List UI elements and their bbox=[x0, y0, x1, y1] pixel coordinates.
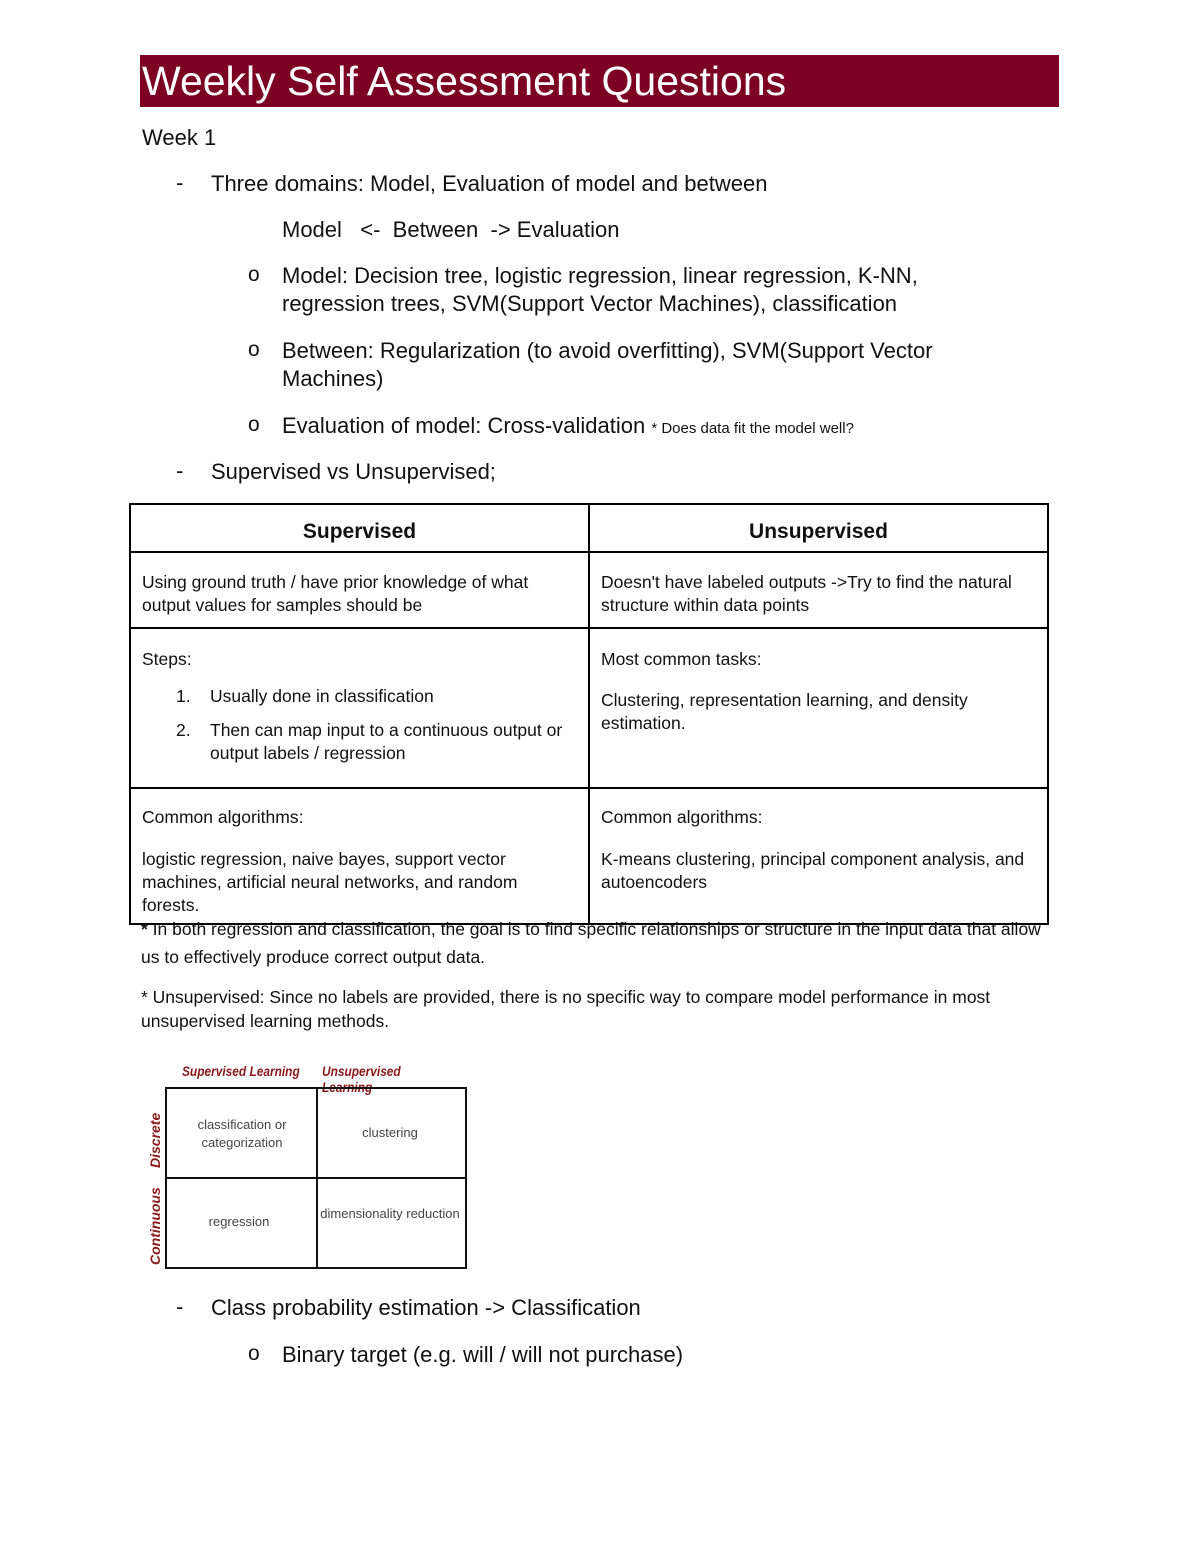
title-banner bbox=[140, 55, 1059, 107]
grid-divider-horizontal bbox=[167, 1177, 465, 1179]
step-text: Usually done in classification bbox=[210, 686, 434, 706]
table-header-row bbox=[130, 504, 1048, 552]
model-between-evaluation: Model <- Between -> Evaluation bbox=[282, 217, 620, 242]
col-label-unsupervised: Unsupervised Learning bbox=[322, 1063, 401, 1095]
header-supervised: Supervised bbox=[130, 504, 589, 552]
algorithms-title: Common algorithms: bbox=[601, 807, 763, 827]
note-text: In both regression and classification, the goal is to find specific relationships or structure in the input data that allow us to effectively produce correct output data. bbox=[141, 919, 1041, 967]
table-row bbox=[130, 628, 1048, 788]
supervised-definition: Using ground truth / have prior knowledge of what output values for samples should be bbox=[130, 552, 589, 628]
page-title: Weekly Self Assessment Questions bbox=[142, 58, 787, 104]
cell-regression: regression bbox=[208, 1214, 270, 1229]
table-row bbox=[130, 788, 1048, 924]
supervised-vs-text: Supervised vs Unsupervised; bbox=[211, 459, 496, 484]
cell-clustering: clustering bbox=[362, 1125, 418, 1140]
row-label-continuous: Continuous bbox=[147, 1187, 163, 1265]
cell-classification: classification or categorization bbox=[197, 1117, 287, 1150]
unsupervised-tasks-cell bbox=[589, 628, 1048, 788]
domains-text: Three domains: Model, Evaluation of model and between bbox=[211, 171, 768, 196]
circle-bullet: o bbox=[248, 338, 260, 361]
step-number: 2. bbox=[176, 720, 191, 740]
steps-list bbox=[142, 685, 578, 765]
algorithms-title: Common algorithms: bbox=[142, 807, 304, 827]
step-text: Then can map input to a continuous output or output labels / regression bbox=[210, 720, 563, 763]
note-regression-classification bbox=[141, 915, 1041, 971]
class-probability-text: Class probability estimation -> Classification bbox=[211, 1295, 641, 1320]
between-text-line1: Between: Regularization (to avoid overfitting), SVM(Support Vector bbox=[282, 338, 933, 363]
dash-bullet: - bbox=[176, 170, 184, 195]
cell-dimensionality-reduction: dimensionality reduction bbox=[320, 1206, 460, 1221]
circle-bullet: o bbox=[248, 413, 260, 436]
week-label: Week 1 bbox=[142, 125, 217, 150]
evaluation-note: * Does data fit the model well? bbox=[651, 420, 854, 437]
dash-bullet: - bbox=[176, 458, 184, 483]
list-item bbox=[142, 719, 578, 765]
supervised-unsupervised-table bbox=[129, 503, 1049, 925]
circle-bullet: o bbox=[248, 1342, 260, 1365]
table-row bbox=[130, 552, 1048, 628]
tasks-title: Most common tasks: bbox=[601, 649, 762, 669]
model-text-line1: Model: Decision tree, logistic regression, linear regression, K-NN, bbox=[282, 263, 918, 288]
unsupervised-definition: Doesn't have labeled outputs ->Try to find the natural structure within data points bbox=[589, 552, 1048, 628]
col-label-supervised: Supervised Learning bbox=[182, 1063, 300, 1079]
steps-title: Steps: bbox=[142, 649, 192, 669]
note-star: * bbox=[141, 919, 148, 939]
dash-bullet: - bbox=[176, 1294, 184, 1319]
learning-types-figure bbox=[144, 1060, 474, 1275]
evaluation-text bbox=[282, 412, 854, 443]
algorithms-text: logistic regression, naive bayes, support vector machines, artificial neural networks, and random forests. bbox=[142, 849, 518, 915]
header-unsupervised: Unsupervised bbox=[589, 504, 1048, 552]
circle-bullet: o bbox=[248, 263, 260, 286]
algorithms-text: K-means clustering, principal component analysis, and autoencoders bbox=[601, 849, 1025, 892]
evaluation-label: Evaluation of model: Cross-validation bbox=[282, 413, 646, 438]
unsupervised-algorithms-cell bbox=[589, 788, 1048, 924]
model-text-line2: regression trees, SVM(Support Vector Machines), classification bbox=[282, 291, 898, 316]
between-text-line2: Machines) bbox=[282, 366, 384, 391]
note-unsupervised: * Unsupervised: Since no labels are provided, there is no specific way to compare model performance in most unsupervised learning methods. bbox=[141, 987, 991, 1031]
row-label-discrete: Discrete bbox=[147, 1112, 163, 1168]
binary-target-text: Binary target (e.g. will / will not purchase) bbox=[282, 1342, 684, 1367]
supervised-algorithms-cell bbox=[130, 788, 589, 924]
supervised-steps-cell bbox=[130, 628, 589, 788]
grid-box bbox=[165, 1087, 467, 1269]
step-number: 1. bbox=[176, 686, 191, 706]
list-item bbox=[142, 685, 578, 708]
tasks-text: Clustering, representation learning, and density estimation. bbox=[601, 690, 968, 733]
